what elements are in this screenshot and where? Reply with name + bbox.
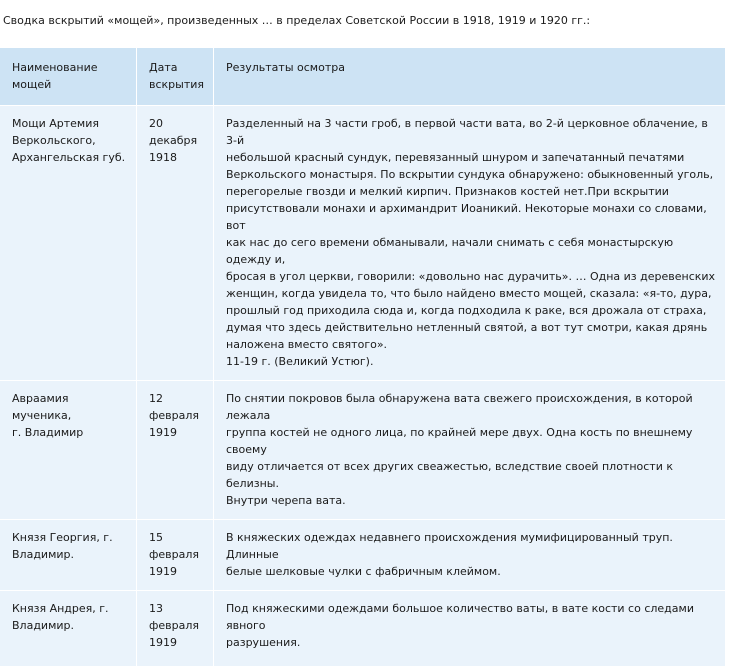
column-header-date: Дата вскрытия <box>137 48 214 106</box>
cell-result: В княжеских одеждах недавнего происхождения мумифицированный труп. Длинные белые шелковые чулки с фабричным клеймом. <box>214 520 726 591</box>
table-header-row <box>0 48 726 106</box>
table-row <box>0 381 726 520</box>
cell-date: 12 февраля 1919 <box>137 381 214 520</box>
cell-date: 20 декабря 1918 <box>137 106 214 381</box>
cell-name: Князя Андрея, г. Владимир. <box>0 591 137 667</box>
cell-result: Разделенный на 3 части гроб, в первой части вата, во 2-й церковное облачение, в 3-й небольшой красный сундук, перевязанный шнуром и запечатанный печатями Веркольского монастыря. По вскрытии сундука обнаружено: обыкновенный уголь, перегорелые гвозди и мелкий кирпич. Признаков костей нет.При вскрытии присутствовали монахи и архимандрит Иоаникий. Некоторые монахи со словами, вот как нас до сего времени обманывали, начали снимать с себя монастырскую одежду и, бросая в угол церкви, говорили: «довольно нас дурачить». … Одна из деревенских женщин, когда увидела то, что было найдено вместо мощей, сказала: «я-то, дура, прошлый год приходила сюда и, когда подходила к раке, вся дрожала от страха, думая что здесь действительно нетленный святой, а вот тут смотри, какая дрянь наложена вместо святого». 11-19 г. (Великий Устюг). <box>214 106 726 381</box>
cell-name: Князя Георгия, г. Владимир. <box>0 520 137 591</box>
table-row <box>0 520 726 591</box>
column-header-result: Результаты осмотра <box>214 48 726 106</box>
table-row <box>0 591 726 667</box>
table-row <box>0 106 726 381</box>
table-caption: Сводка вскрытий «мощей», произведенных … в пределах Советской России в 1918, 1919 и 1920 гг.: <box>3 14 591 27</box>
cell-name: Мощи Артемия Веркольского, Архангельская губ. <box>0 106 137 381</box>
cell-result: Под княжескими одеждами большое количество ваты, в вате кости со следами явного разрушения. <box>214 591 726 667</box>
cell-date: 13 февраля 1919 <box>137 591 214 667</box>
column-header-name: Наименование мощей <box>0 48 137 106</box>
cell-date: 15 февраля 1919 <box>137 520 214 591</box>
cell-name: Авраамия мученика, г. Владимир <box>0 381 137 520</box>
relics-table <box>0 48 726 667</box>
cell-result: По снятии покровов была обнаружена вата свежего происхождения, в которой лежала группа костей не одного лица, по крайней мере двух. Одна кость по внешнему своему виду отличается от всех других свеажестью, вследствие своей плотности к белизны. Внутри черепа вата. <box>214 381 726 520</box>
